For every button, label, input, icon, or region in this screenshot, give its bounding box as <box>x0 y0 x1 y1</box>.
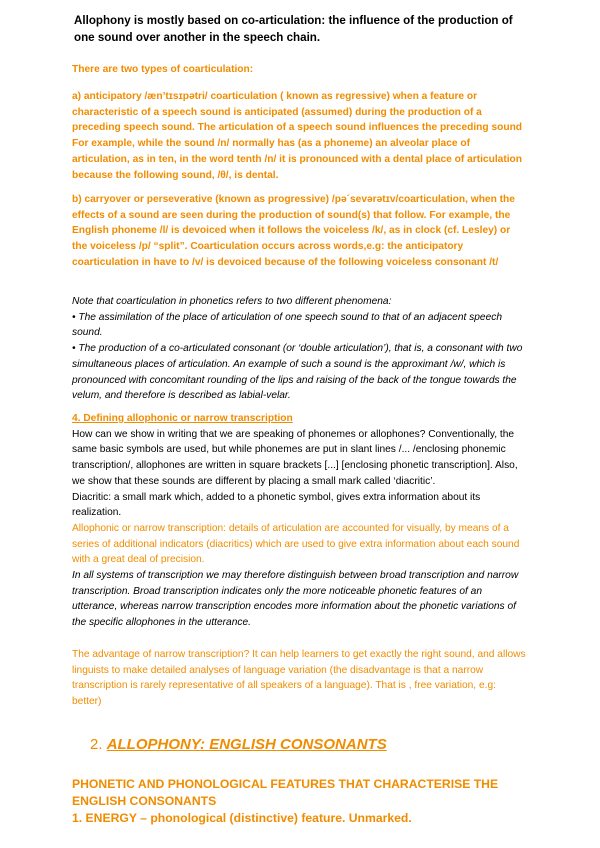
section-4-paragraph-diacritic: Diacritic: a small mark which, added to a phonetic symbol, gives extra information about its realization. <box>72 491 481 519</box>
anticipatory-paragraph: a) anticipatory /æn’tɪsɪpətri/ coarticulation ( known as regressive) when a feature or characteristic of a speech sound is anticipated (assumed) during the production of a preceding speech sound. The articulation of a speech sound influences the preceding sound For example, while the sound /n/ normally has (as a phoneme) an alveolar place of articulation, as in ten, in the word tenth /n/ it is pronounced with a dental place of articulation because the following sound, /θ/, is dental. <box>72 91 523 181</box>
section-2-number: 2. <box>90 736 107 753</box>
section-4-paragraph-allophonic: Allophonic or narrow transcription: details of articulation are accounted for visually, by means of a series of additional indicators (diacritics) which are used to give extra information about each sound with a great deal of precision. <box>72 522 520 566</box>
section-4-paragraph-broad-narrow: In all systems of transcription we may therefore distinguish between broad transcription and narrow transcription. Broad transcription indicates only the more noticeable phonetic features of an utterance, whereas narrow transcription encodes more information about the phonetic variations of the specific allophones in the utterance. <box>72 570 519 629</box>
section-4-paragraph-conventions: How can we show in writing that we are speaking of phonemes or allophones? Conventionally, the same basic symbols are used, but while phonemes are put in slant lines /... /enclosing phonemic transcription/, allophones are written in square brackets [...] [enclosing phonetic transcription]. Also, we show that these sounds are different by placing a small mark called ‘diacritic’. <box>72 428 518 487</box>
section-2-title: ALLOPHONY: ENGLISH CONSONANTS <box>106 736 387 753</box>
narrow-transcription-advantage: The advantage of narrow transcription? It can help learners to get exactly the right sound, and allows linguists to make detailed analyses of language variation (the disadvantage is that a narrow transcription is rarely representative of all speakers of a language). That is , free variation, e.g: better) <box>72 649 526 708</box>
note-intro: Note that coarticulation in phonetics refers to two different phenomena: <box>72 296 392 307</box>
coarticulation-note <box>72 294 528 404</box>
section-2-heading <box>90 735 387 755</box>
consonant-features-block <box>72 776 528 828</box>
note-bullet-double-articulation: • The production of a co-articulated consonant (or ‘double articulation’), that is, a consonant with two simultaneous places of articulation. An example of such a sound is the approximant /w/, which is pronounced with concomitant rounding of the lips and raising of the back of the tongue towards the velum, and therefore is described as labial-velar. <box>72 343 523 402</box>
section-4-narrow-transcription <box>72 411 528 631</box>
note-bullet-assimilation: • The assimilation of the place of articulation of one speech sound to that of an adjacent speech sound. <box>72 311 503 339</box>
coarticulation-types-intro: There are two types of coarticulation: <box>72 64 254 75</box>
intro-title: Allophony is mostly based on co-articulation: the influence of the production of one sound over another in the speech chain. <box>74 14 513 44</box>
energy-feature-line: 1. ENERGY – phonological (distinctive) feature. Unmarked. <box>72 811 412 826</box>
carryover-paragraph: b) carryover or perseverative (known as progressive) /pə´sevərətɪv/coarticulation, when the effects of a sound are seen during the production of sound(s) that follow. For example, the English phoneme /l/ is devoiced when it follows the voiceless /k/, as in clock (cf. Lesley) or the voiceless /p/ “split”. Coarticulation occurs across words,e.g: the anticipatory coarticulation in have to /v/ is devoiced because of the following voiceless consonant /t/ <box>72 194 515 268</box>
consonant-features-heading: PHONETIC AND PHONOLOGICAL FEATURES THAT CHARACTERISE THE ENGLISH CONSONANTS <box>72 777 499 809</box>
section-4-heading: 4. Defining allophonic or narrow transcription <box>72 413 293 424</box>
